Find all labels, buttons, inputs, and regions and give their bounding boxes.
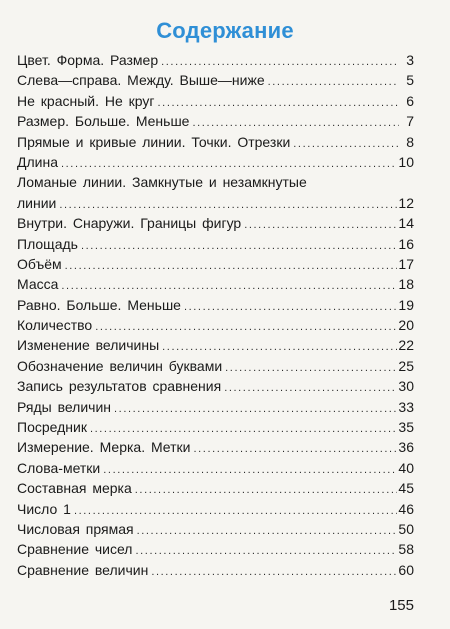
toc-leader-dots — [192, 113, 399, 133]
toc-entry-label: Измерение. Мерка. Метки — [17, 439, 191, 456]
toc-leader-dots — [244, 215, 397, 235]
toc-leader-dots — [225, 358, 397, 378]
toc-entry-label: Цвет. Форма. Размер — [17, 52, 159, 68]
toc-leader-dots — [61, 154, 397, 174]
toc-entry-label: линии — [17, 194, 57, 211]
toc-leader-dots — [103, 460, 397, 480]
toc-entry-page: 22 — [398, 337, 414, 354]
toc-leader-dots — [268, 72, 399, 92]
toc-leader-dots — [81, 236, 397, 256]
toc-leader-dots — [224, 378, 397, 398]
toc-entry-page: 50 — [398, 520, 414, 537]
toc-entry[interactable] — [17, 234, 414, 254]
toc-entry[interactable] — [17, 335, 414, 355]
toc-entry-page: 8 — [406, 133, 414, 150]
table-of-contents — [17, 50, 414, 580]
toc-entry-label: Не красный. Не круг — [17, 92, 155, 109]
toc-leader-dots — [137, 521, 398, 541]
toc-entry-label: Объём — [17, 255, 62, 272]
toc-entry-page: 30 — [398, 378, 414, 395]
toc-entry[interactable] — [17, 111, 414, 131]
toc-entry-label: Площадь — [17, 235, 78, 252]
toc-entry-continuation[interactable] — [17, 193, 414, 213]
toc-entry[interactable] — [17, 132, 414, 152]
toc-entry-page: 45 — [398, 480, 414, 497]
toc-entry-label: Размер. Больше. Меньше — [17, 113, 190, 130]
toc-entry-label: Сравнение величин — [17, 561, 149, 578]
toc-entry-label: Ряды величин — [17, 398, 112, 415]
toc-entry-label: Сравнение чисел — [17, 541, 133, 558]
toc-entry-label: Составная мерка — [17, 480, 132, 497]
toc-entry[interactable] — [17, 356, 414, 376]
toc-entry[interactable] — [17, 172, 414, 192]
toc-entry-label: Масса — [17, 276, 59, 293]
toc-leader-dots — [95, 317, 397, 337]
toc-leader-dots — [193, 439, 397, 459]
toc-leader-dots — [162, 337, 397, 357]
toc-entry-page: 16 — [398, 235, 414, 252]
toc-entry[interactable] — [17, 376, 414, 396]
toc-entry[interactable] — [17, 315, 414, 335]
toc-leader-dots — [184, 297, 397, 317]
toc-leader-dots — [151, 562, 397, 582]
toc-entry-page: 46 — [398, 500, 414, 517]
toc-entry-label: Слева—справа. Между. Выше—ниже — [17, 72, 265, 89]
toc-leader-dots — [61, 276, 397, 296]
toc-entry-page: 14 — [398, 215, 414, 232]
toc-entry-label: Длина — [17, 153, 58, 170]
toc-entry[interactable] — [17, 213, 414, 233]
toc-leader-dots — [65, 256, 398, 276]
toc-entry-page: 19 — [398, 296, 414, 313]
page-title: Содержание — [156, 18, 294, 43]
toc-entry-label: Обозначение величин буквами — [17, 357, 223, 374]
toc-leader-dots — [114, 399, 397, 419]
toc-entry-label: Прямые и кривые линии. Точки. Отрезки — [17, 133, 291, 150]
toc-entry[interactable] — [17, 397, 414, 417]
toc-entry-page: 12 — [398, 194, 414, 211]
toc-entry-page: 10 — [398, 153, 414, 170]
toc-leader-dots — [161, 52, 399, 72]
toc-entry[interactable] — [17, 437, 414, 457]
toc-leader-dots — [59, 195, 397, 215]
toc-entry-label: Числовая прямая — [17, 520, 134, 537]
toc-entry-page: 36 — [398, 439, 414, 456]
toc-entry-page: 5 — [406, 72, 414, 89]
page-number: 155 — [388, 597, 414, 614]
toc-entry-page: 35 — [398, 419, 414, 436]
toc-leader-dots — [135, 541, 397, 561]
toc-entry-label: Слова-метки — [17, 459, 101, 476]
toc-entry[interactable] — [17, 295, 414, 315]
toc-entry-page: 7 — [406, 113, 414, 130]
toc-entry-page: 17 — [398, 255, 414, 272]
toc-leader-dots — [158, 93, 399, 113]
toc-entry-page: 40 — [398, 459, 414, 476]
toc-entry-label: Равно. Больше. Меньше — [17, 296, 181, 313]
toc-leader-dots — [90, 419, 397, 439]
toc-entry-page: 20 — [398, 317, 414, 334]
toc-entry-page: 33 — [398, 398, 414, 415]
toc-entry-label: Количество — [17, 317, 93, 334]
toc-entry[interactable] — [17, 91, 414, 111]
toc-entry-page: 58 — [398, 541, 414, 558]
toc-entry[interactable] — [17, 458, 414, 478]
toc-leader-dots — [135, 480, 398, 500]
toc-entry-label: Изменение величины — [17, 337, 160, 354]
toc-leader-dots — [74, 501, 397, 521]
toc-entry[interactable] — [17, 274, 414, 294]
toc-entry[interactable] — [17, 70, 414, 90]
toc-entry-page: 6 — [406, 92, 414, 109]
toc-entry[interactable] — [17, 560, 414, 580]
toc-entry-label: Ломаные линии. Замкнутые и незамкнутые — [17, 174, 307, 191]
toc-entry[interactable] — [17, 417, 414, 437]
toc-entry-label: Число 1 — [17, 500, 71, 517]
toc-entry-page: 60 — [398, 561, 414, 578]
toc-entry[interactable] — [17, 254, 414, 274]
toc-entry[interactable] — [17, 50, 414, 70]
toc-entry-label: Посредник — [17, 419, 87, 436]
toc-entry-page: 25 — [398, 357, 414, 374]
toc-entry[interactable] — [17, 499, 414, 519]
toc-entry[interactable] — [17, 519, 414, 539]
toc-entry-page: 18 — [398, 276, 414, 293]
toc-entry[interactable] — [17, 152, 414, 172]
toc-entry-page: 3 — [406, 52, 414, 68]
toc-entry[interactable] — [17, 478, 414, 498]
toc-entry-label: Запись результатов сравнения — [17, 378, 222, 395]
toc-entry-label: Внутри. Снаружи. Границы фигур — [17, 215, 242, 232]
toc-leader-dots — [293, 134, 399, 154]
toc-entry[interactable] — [17, 539, 414, 559]
